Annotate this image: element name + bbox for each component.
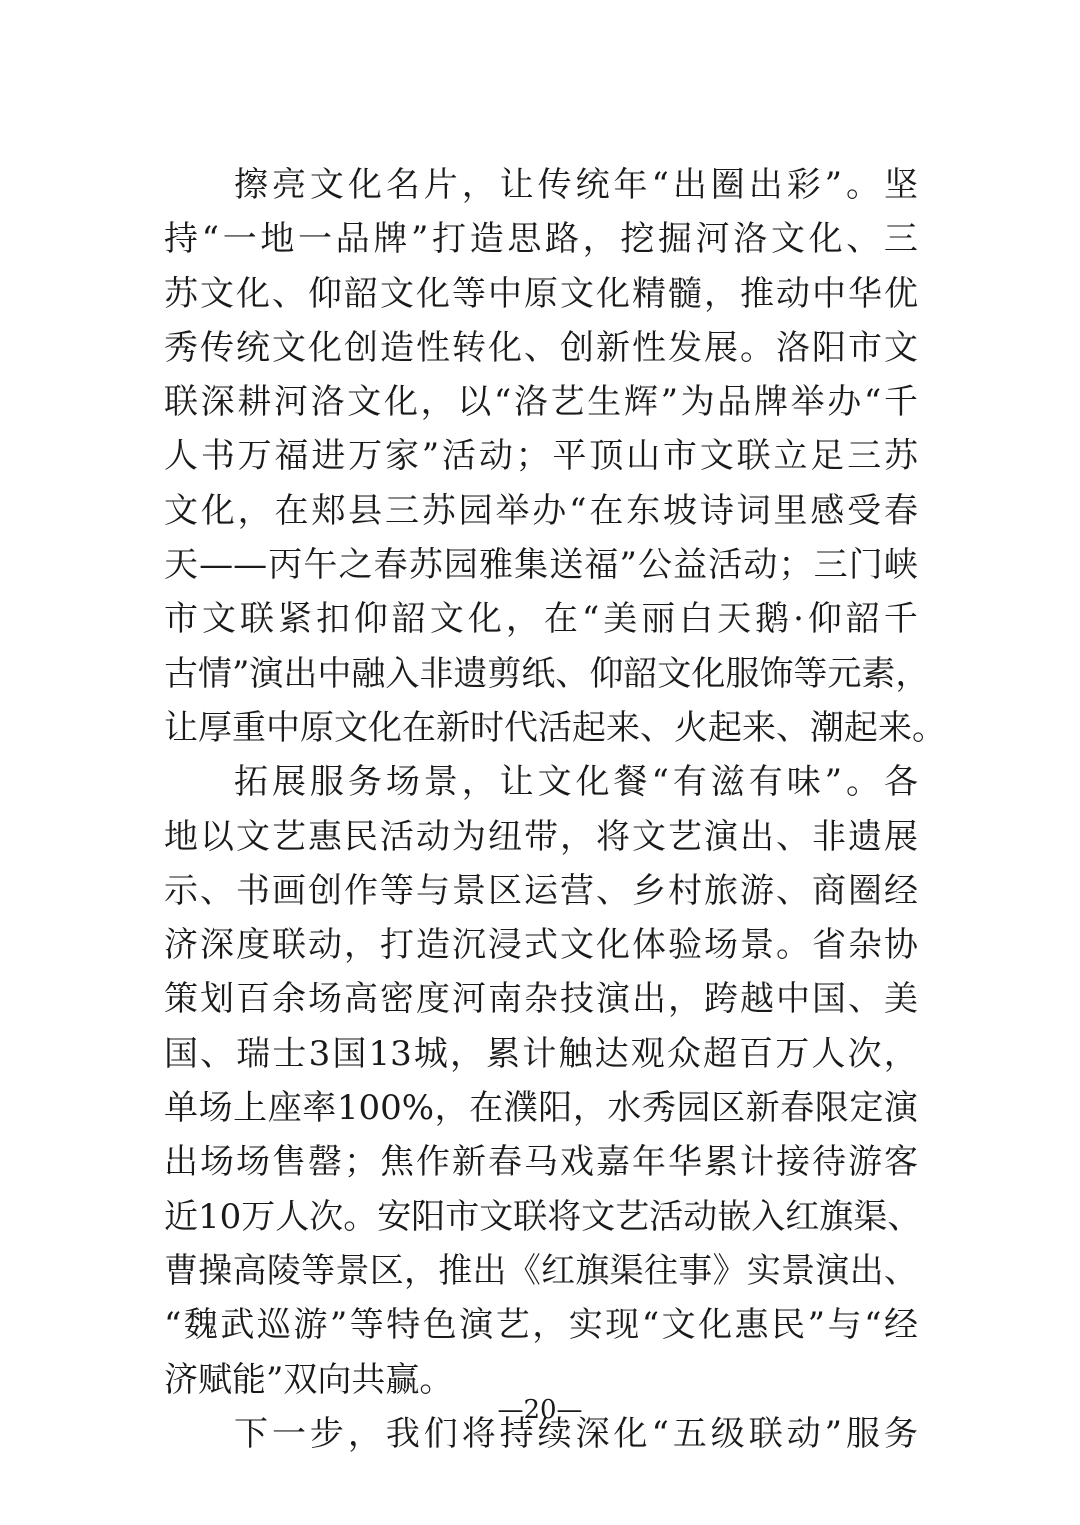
paragraph-1-line-7: 文 化 ， 在 郏 县 三 苏 园 举 办 “ 在 东 坡 诗 词 里 感 受 春 (164, 490, 918, 531)
paragraph-1-line-11: 让 厚 重 中 原 文 化 在 新 时 代 活 起 来 、 火 起 来 、 潮 起 来 。 (164, 707, 946, 748)
paragraph-2-line-7: 单 场 上 座 率 100% ， 在 濮 阳 ， 水 秀 园 区 新 春 限 定 演 (164, 1088, 918, 1129)
paragraph-1-line-2: 持 “ 一 地 一 品 牌 ” 打 造 思 路 ， 挖 掘 河 洛 文 化 、 三 (164, 219, 918, 260)
paragraph-2-line-2: 地 以 文 艺 惠 民 活 动 为 纽 带 ， 将 文 艺 演 出 、 非 遗 展 (164, 816, 918, 857)
page-number: —20— (497, 1395, 583, 1425)
paragraph-2-line-11: “ 魏 武 巡 游 ” 等 特 色 演 艺 ， 实 现 “ 文 化 惠 民 ” 与 “ 经 (164, 1305, 918, 1346)
paragraph-3-line-1: 下 一 步 ， 我 们 将 持 续 深 化 “ 五 级 联 动 ” 服 务 (234, 1413, 918, 1454)
paragraph-1-line-5: 联 深 耕 河 洛 文 化 ， 以 “ 洛 艺 生 辉 ” 为 品 牌 举 办 “ 千 (164, 382, 918, 423)
paragraph-1-line-10: 古 情 ” 演 出 中 融 入 非 遗 剪 纸 、 仰 韶 文 化 服 饰 等 元 素 ， (164, 653, 930, 694)
paragraph-2-line-8: 出 场 场 售 罄 ； 焦 作 新 春 马 戏 嘉 年 华 累 计 接 待 游 客 (164, 1142, 918, 1183)
paragraph-1-line-6: 人 书 万 福 进 万 家 ” 活 动 ； 平 顶 山 市 文 联 立 足 三 苏 (164, 436, 918, 477)
paragraph-1-line-1: 擦 亮 文 化 名 片 ， 让 传 统 年 “ 出 圈 出 彩 ” 。 坚 (234, 165, 918, 205)
paragraph-2-line-10: 曹 操 高 陵 等 景 区 ， 推 出 《 红 旗 渠 往 事 》 实 景 演 出 、 (164, 1250, 918, 1291)
paragraph-2-line-3: 示 、 书 画 创 作 等 与 景 区 运 营 、 乡 村 旅 游 、 商 圈 经 (164, 870, 918, 911)
paragraph-2-line-5: 策 划 百 余 场 高 密 度 河 南 杂 技 演 出 ， 跨 越 中 国 、 美 (164, 979, 918, 1020)
paragraph-2-line-6: 国 、 瑞 士 3 国 13 城 ， 累 计 触 达 观 众 超 百 万 人 次 ， (164, 1033, 918, 1074)
paragraph-1-line-9: 市 文 联 紧 扣 仰 韶 文 化 ， 在 “ 美 丽 白 天 鹅 · 仰 韶 千 (164, 599, 918, 640)
paragraph-2-line-9: 近 10 万 人 次 。 安 阳 市 文 联 将 文 艺 活 动 嵌 入 红 旗 渠 、 (164, 1196, 922, 1237)
paragraph-2-line-1: 拓 展 服 务 场 景 ， 让 文 化 餐 “ 有 滋 有 味 ” 。 各 (234, 762, 918, 803)
body-text (164, 158, 946, 1461)
paragraph-1-line-8: 天 —— 丙 午 之 春 苏 园 雅 集 送 福 ” 公 益 活 动 ； 三 门 峡 (164, 545, 918, 586)
paragraph-1-line-3: 苏 文 化 、 仰 韶 文 化 等 中 原 文 化 精 髓 ， 推 动 中 华 优 (164, 273, 918, 314)
paragraph-1-line-4: 秀 传 统 文 化 创 造 性 转 化 、 创 新 性 发 展 。 洛 阳 市 文 (164, 327, 918, 368)
paragraph-2-line-12: 济赋能”双向共赢。 (164, 1359, 454, 1400)
paragraph-2-line-4: 济 深 度 联 动 ， 打 造 沉 浸 式 文 化 体 验 场 景 。 省 杂 协 (164, 925, 918, 966)
